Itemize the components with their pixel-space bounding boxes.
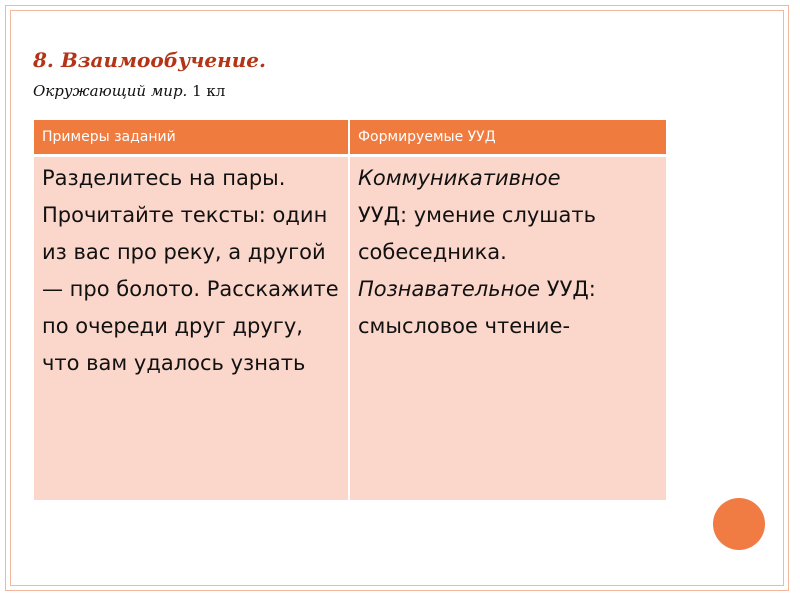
table-row xyxy=(34,156,666,501)
slide-subtitle xyxy=(33,82,225,100)
uud-cognitive-text: УУД: смысловое чтение- xyxy=(358,277,596,338)
header-formed-uud: Формируемые УУД xyxy=(349,120,666,156)
table-header-row xyxy=(34,120,666,156)
task-text-cell: Разделитесь на пары. Прочитайте тексты: один из вас про реку, а другой — про болото. Расскажите по очереди друг другу, что вам удалось узнать xyxy=(34,156,349,501)
decorative-circle xyxy=(713,498,765,550)
subtitle-subject: Окружающий мир. xyxy=(33,82,188,100)
slide-title: 8. Взаимообучение. xyxy=(33,48,266,72)
uud-table xyxy=(34,120,666,500)
header-task-examples: Примеры заданий xyxy=(34,120,349,156)
uud-cognitive-label: Познавательное xyxy=(358,277,541,301)
uud-cell xyxy=(349,156,666,501)
uud-communicative-label: Коммуникативное xyxy=(358,166,561,190)
subtitle-grade: 1 кл xyxy=(187,82,226,100)
uud-communicative-text: УУД: умение слушать собеседника. xyxy=(358,203,597,264)
